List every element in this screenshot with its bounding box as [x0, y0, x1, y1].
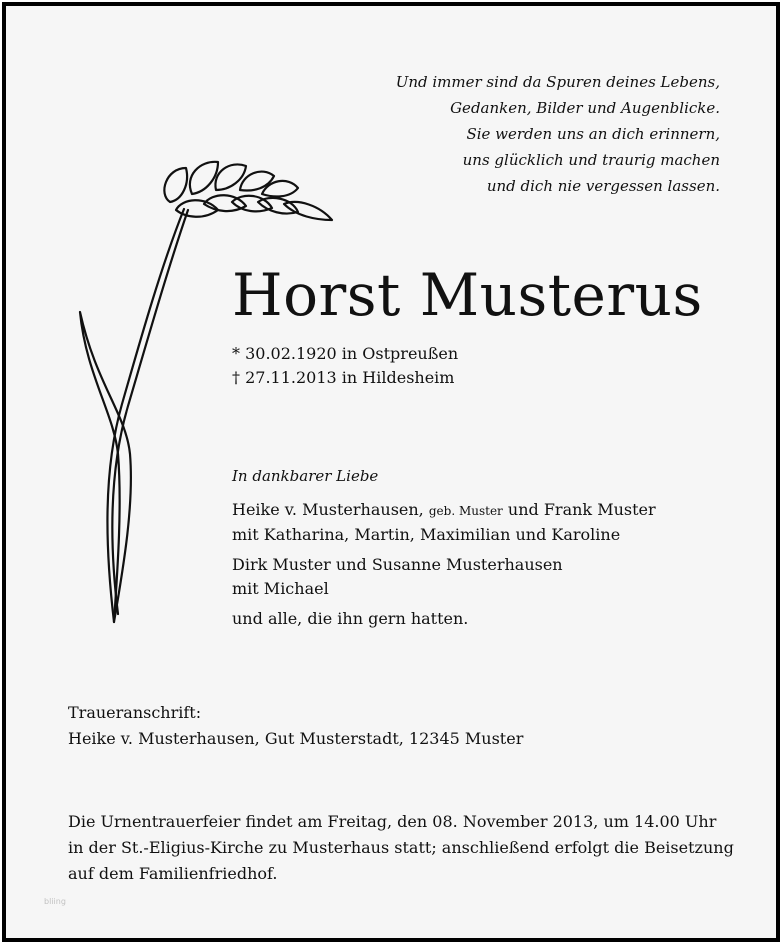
mourner-name: Heike v. Musterhausen,: [232, 500, 424, 519]
mourner-line: mit Katharina, Martin, Maximilian und Karoline: [232, 525, 621, 544]
watermark: bliing: [44, 897, 66, 906]
poem-line: uns glücklich und traurig machen: [462, 151, 720, 169]
mourners-intro: In dankbarer Liebe: [232, 467, 379, 485]
deceased-name: Horst Musterus: [232, 261, 703, 329]
ceremony-line: Die Urnentrauerfeier findet am Freitag, den 08. November 2013, um 14.00 Uhr: [68, 812, 717, 831]
mourners-list: [232, 464, 656, 631]
address-value: Heike v. Musterhausen, Gut Musterstadt, 12345 Muster: [68, 729, 524, 748]
address-label: Traueranschrift:: [68, 703, 202, 722]
condolence-address: [68, 700, 523, 752]
poem-line: Und immer sind da Spuren deines Lebens,: [395, 73, 720, 91]
mourner-line: mit Michael: [232, 579, 329, 598]
birth-name: geb. Muster: [428, 504, 503, 518]
poem-line: Gedanken, Bilder und Augenblicke.: [450, 99, 720, 117]
birth-date: * 30.02.1920 in Ostpreußen: [232, 344, 459, 363]
mourner-line: und alle, die ihn gern hatten.: [232, 609, 469, 628]
poem-line: und dich nie vergessen lassen.: [486, 177, 720, 195]
poem-line: Sie werden uns an dich erinnern,: [466, 125, 720, 143]
ceremony-line: auf dem Familienfriedhof.: [68, 864, 278, 883]
life-dates: [232, 342, 458, 390]
obituary-notice: [2, 2, 780, 942]
poem-verse: [396, 69, 720, 199]
death-date: † 27.11.2013 in Hildesheim: [232, 368, 455, 387]
ceremony-info: [68, 809, 734, 887]
mourner-line: [232, 498, 656, 523]
mourner-name: und Frank Muster: [507, 500, 656, 519]
mourner-line: Dirk Muster und Susanne Musterhausen: [232, 555, 563, 574]
ceremony-line: in der St.-Eligius-Kirche zu Musterhaus statt; anschließend erfolgt die Beisetzung: [68, 838, 734, 857]
